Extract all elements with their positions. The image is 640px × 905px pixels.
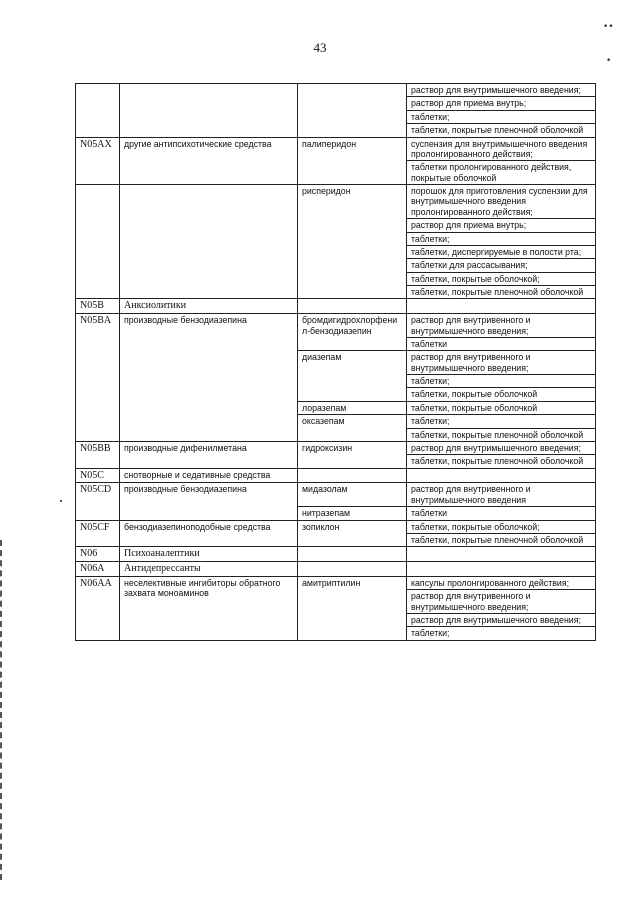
dosage-form-cell: таблетки, покрытые пленочной оболочкой <box>407 124 596 137</box>
atc-code-cell <box>76 185 120 299</box>
table-row <box>76 576 596 589</box>
dosage-form-cell <box>407 562 596 577</box>
dosage-form-cell: раствор для внутривенного и внутримышечного введения <box>407 483 596 507</box>
group-name-cell: производные дифенилметана <box>120 441 298 468</box>
drug-list-table <box>75 83 596 641</box>
table-row <box>76 137 596 161</box>
dosage-form-cell: таблетки; <box>407 375 596 388</box>
group-name-cell <box>120 84 298 138</box>
atc-code-cell: N05CD <box>76 483 120 520</box>
dosage-form-cell: раствор для внутривенного и внутримышечного введения; <box>407 590 596 614</box>
dosage-form-cell: таблетки пролонгированного действия, покрытые оболочкой <box>407 161 596 185</box>
drug-name-cell: зопиклон <box>298 520 407 547</box>
drug-name-cell: оксазепам <box>298 415 407 442</box>
dosage-form-cell: таблетки; <box>407 627 596 640</box>
drug-name-cell <box>298 84 407 138</box>
dosage-form-cell: таблетки, покрытые оболочкой <box>407 401 596 414</box>
dosage-form-cell: раствор для внутримышечного введения; <box>407 614 596 627</box>
table-row <box>76 299 596 314</box>
atc-code-cell: N05AX <box>76 137 120 185</box>
dosage-form-cell <box>407 547 596 562</box>
group-name-cell: неселективные ингибиторы обратного захвата моноаминов <box>120 576 298 640</box>
table-row <box>76 84 596 97</box>
drug-name-cell <box>298 562 407 577</box>
dosage-form-cell <box>407 468 596 483</box>
drug-name-cell: бромдигидрохлорфенил-бензодиазепин <box>298 314 407 351</box>
atc-code-cell: N05C <box>76 468 120 483</box>
dosage-form-cell: таблетки; <box>407 232 596 245</box>
table-row <box>76 547 596 562</box>
dosage-form-cell: таблетки для рассасывания; <box>407 259 596 272</box>
dosage-form-cell: раствор для внутримышечного введения; <box>407 84 596 97</box>
scan-edge-artifact <box>0 540 4 880</box>
drug-name-cell: мидазолам <box>298 483 407 507</box>
scan-dot-artifact <box>60 500 62 502</box>
drug-name-cell: нитразепам <box>298 507 407 520</box>
group-name-cell: другие антипсихотические средства <box>120 137 298 185</box>
table-row <box>76 562 596 577</box>
dosage-form-cell: таблетки <box>407 507 596 520</box>
table-row <box>76 483 596 507</box>
table-row <box>76 185 596 219</box>
atc-code-cell: N06AA <box>76 576 120 640</box>
dosage-form-cell: таблетки; <box>407 110 596 123</box>
dosage-form-cell: таблетки, покрытые оболочкой; <box>407 272 596 285</box>
dosage-form-cell <box>407 299 596 314</box>
drug-name-cell: палиперидон <box>298 137 407 185</box>
dosage-form-cell: таблетки, покрытые пленочной оболочкой <box>407 533 596 546</box>
page-number: 43 <box>313 40 327 55</box>
group-name-cell: бензодиазепиноподобные средства <box>120 520 298 547</box>
table-row <box>76 468 596 483</box>
dosage-form-cell: раствор для приема внутрь; <box>407 97 596 110</box>
table-row <box>76 441 596 454</box>
dosage-form-cell: раствор для внутримышечного введения; <box>407 441 596 454</box>
dosage-form-cell: суспензия для внутримышечного введения пролонгированного действия; <box>407 137 596 161</box>
group-name-cell: производные бензодиазепина <box>120 314 298 442</box>
dosage-form-cell: раствор для внутривенного и внутримышечного введения; <box>407 314 596 338</box>
dosage-form-cell: таблетки, покрытые пленочной оболочкой <box>407 428 596 441</box>
scan-mark: •• <box>603 22 614 32</box>
atc-code-cell <box>76 84 120 138</box>
group-name-cell: Психоаналептики <box>120 547 298 562</box>
atc-code-cell: N06A <box>76 562 120 577</box>
table-row <box>76 520 596 533</box>
dosage-form-cell: капсулы пролонгированного действия; <box>407 576 596 589</box>
atc-code-cell: N05BB <box>76 441 120 468</box>
group-name-cell <box>120 185 298 299</box>
dosage-form-cell: таблетки, покрытые пленочной оболочкой <box>407 286 596 299</box>
atc-code-cell: N06 <box>76 547 120 562</box>
group-name-cell: снотворные и седативные средства <box>120 468 298 483</box>
drug-name-cell: гидроксизин <box>298 441 407 468</box>
drug-name-cell <box>298 468 407 483</box>
dosage-form-cell: раствор для внутривенного и внутримышечного введения; <box>407 351 596 375</box>
dosage-form-cell: порошок для приготовления суспензии для внутримышечного введения пролонгированного действия; <box>407 185 596 219</box>
scan-mark: • <box>606 56 612 66</box>
drug-name-cell: диазепам <box>298 351 407 402</box>
group-name-cell: Антидепрессанты <box>120 562 298 577</box>
group-name-cell: производные бензодиазепина <box>120 483 298 520</box>
drug-name-cell <box>298 547 407 562</box>
atc-code-cell: N05B <box>76 299 120 314</box>
dosage-form-cell: таблетки; <box>407 415 596 428</box>
group-name-cell: Анксиолитики <box>120 299 298 314</box>
atc-code-cell: N05CF <box>76 520 120 547</box>
dosage-form-cell: таблетки, диспергируемые в полости рта; <box>407 245 596 258</box>
dosage-form-cell: раствор для приема внутрь; <box>407 219 596 232</box>
dosage-form-cell: таблетки, покрытые пленочной оболочкой <box>407 455 596 468</box>
table-row <box>76 314 596 338</box>
drug-name-cell <box>298 299 407 314</box>
atc-code-cell: N05BA <box>76 314 120 442</box>
drug-name-cell: рисперидон <box>298 185 407 299</box>
drug-name-cell: лоразепам <box>298 401 407 414</box>
dosage-form-cell: таблетки, покрытые оболочкой; <box>407 520 596 533</box>
drug-name-cell: амитриптилин <box>298 576 407 640</box>
dosage-form-cell: таблетки <box>407 337 596 350</box>
dosage-form-cell: таблетки, покрытые оболочкой <box>407 388 596 401</box>
